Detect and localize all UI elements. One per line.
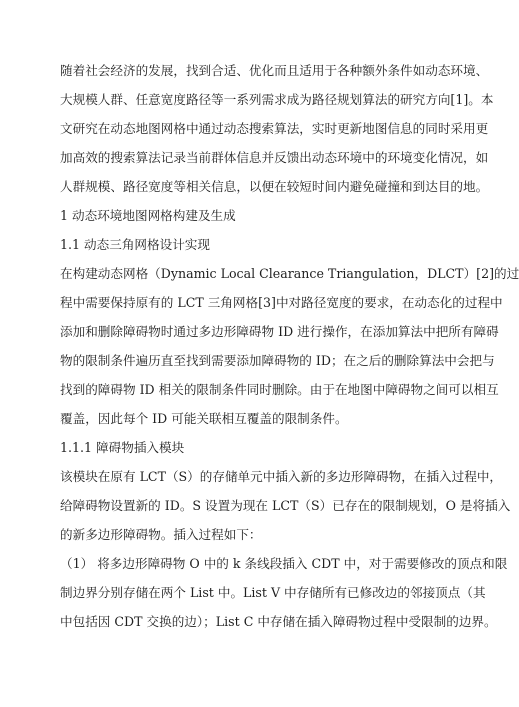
- step-paragraph: [60, 549, 508, 636]
- module-paragraph: [60, 462, 511, 549]
- text-line: 制边界分别存储在两个 List 中。List V 中存储所有已修改边的邻接顶点（其: [60, 585, 486, 600]
- subsection-heading: 1.1 动态三角网格设计实现: [60, 237, 210, 252]
- dlct-paragraph: [60, 259, 519, 433]
- text-line: 的新多边形障碍物。插入过程如下：: [60, 527, 262, 542]
- subsubsection-heading: 1.1.1 障碍物插入模块: [60, 440, 185, 455]
- text-line: 物的限制条件遍历直至找到需要添加障碍物的 ID；在之后的删除算法中会把与: [60, 353, 495, 368]
- text-line: 该模块在原有 LCT（S）的存储单元中插入新的多边形障碍物，在插入过程中，: [60, 469, 503, 484]
- text-line: 大规模人群、任意宽度路径等一系列需求成为路径规划算法的研究方向[1]。本: [60, 92, 494, 107]
- text-line: 给障碍物设置新的 ID。S 设置为现在 LCT（S）已存在的限制规划，O 是将插入: [60, 498, 511, 513]
- text-line: （1） 将多边形障碍物 O 中的 k 条线段插入 CDT 中，对于需要修改的顶点和限: [60, 556, 508, 571]
- intro-paragraph: [60, 56, 494, 201]
- text-line: 中包括因 CDT 交换的边）；List C 中存储在插入障碍物过程中受限制的边界。: [60, 614, 497, 629]
- text-line: 人群规模、路径宽度等相关信息，以便在较短时间内避免碰撞和到达目的地。: [60, 179, 489, 194]
- text-line: 程中需要保持原有的 LCT 三角网格[3]中对路径宽度的要求，在动态化的过程中: [60, 295, 503, 310]
- text-line: 文研究在动态地图网格中通过动态搜索算法，实时更新地图信息的同时采用更: [60, 121, 489, 136]
- section-heading: 1 动态环境地图网格构建及生成: [60, 208, 236, 223]
- text-line: 在构建动态网格（Dynamic Local Clearance Triangulation，DLCT）[2]的过: [60, 266, 519, 281]
- text-line: 找到的障碍物 ID 相关的限制条件同时删除。由于在地图中障碍物之间可以相互: [60, 382, 499, 397]
- text-line: 添加和删除障碍物时通过多边形障碍物 ID 进行操作，在添加算法中把所有障碍: [60, 324, 499, 339]
- document-body: [60, 56, 519, 636]
- text-line: 随着社会经济的发展，找到合适、优化而且适用于各种额外条件如动态环境、: [60, 63, 489, 78]
- text-line: 覆盖，因此每个 ID 可能关联相互覆盖的限制条件。: [60, 411, 348, 426]
- text-line: 加高效的搜索算法记录当前群体信息并反馈出动态环境中的环境变化情况，如: [60, 150, 489, 165]
